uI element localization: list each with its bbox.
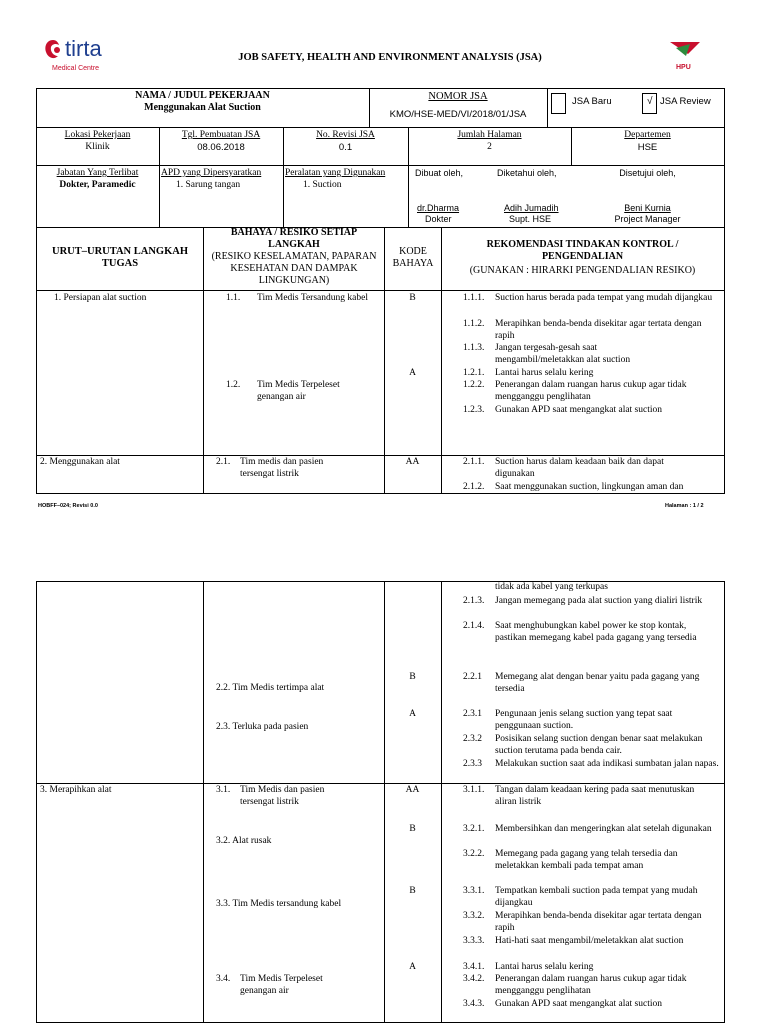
hazard-subheader: (RESIKO KESELAMATAN, PAPARAN KESEHATAN DAN DAMPAK LINGKUNGAN) bbox=[211, 251, 377, 286]
hazard-number: 1.1. bbox=[226, 293, 241, 303]
approved-by-role: Project Manager bbox=[614, 214, 681, 224]
step-3: 3. Merapihkan alat bbox=[40, 785, 112, 795]
footer-form-code: HOBFF–024; Revisi 0.0 bbox=[38, 503, 98, 509]
control-text: Gunakan APD saat mengangkat alat suction bbox=[495, 999, 663, 1009]
hazard-number: 1.2. bbox=[226, 380, 241, 390]
hazard-code: B bbox=[409, 824, 416, 834]
control-number: 3.1.1. bbox=[463, 785, 485, 795]
hazard-code: AA bbox=[405, 785, 420, 795]
pages-value: 2 bbox=[487, 142, 492, 152]
location-value: Klinik bbox=[85, 142, 110, 152]
control-number: 3.4.2. bbox=[463, 974, 485, 984]
control-number: 3.4.1. bbox=[463, 962, 485, 972]
department-value: HSE bbox=[637, 142, 658, 153]
jsa-number-label: NOMOR JSA bbox=[428, 91, 488, 102]
control-number: 1.1.2. bbox=[463, 319, 485, 329]
approved-by-label: Disetujui oleh, bbox=[619, 168, 676, 178]
hazard-code: B bbox=[409, 293, 416, 303]
control-text: Lantai harus selalu kering bbox=[495, 368, 594, 378]
hazard-text: Tim Medis Tersandung kabel bbox=[257, 293, 368, 303]
hazard-text: 2.2. Tim Medis tertimpa alat bbox=[216, 683, 325, 693]
equipment-value: 1. Suction bbox=[303, 180, 342, 190]
control-number: 1.1.3. bbox=[463, 343, 485, 353]
control-text: Membersihkan dan mengeringkan alat setelah digunakan bbox=[495, 824, 712, 834]
control-number: 1.2.3. bbox=[463, 405, 485, 415]
control-text: tidak ada kabel yang terkupas bbox=[495, 582, 608, 592]
control-number: 1.2.2. bbox=[463, 380, 485, 390]
hazard-header: BAHAYA / RESIKO SETIAP LANGKAH bbox=[230, 227, 358, 250]
hazard-text: 3.3. Tim Medis tersandung kabel bbox=[216, 899, 342, 909]
control-number: 2.1.2. bbox=[463, 482, 485, 492]
control-text: Suction harus dalam keadaan baik dan dapat digunakan bbox=[495, 457, 664, 479]
logo-text: tirta bbox=[65, 36, 102, 61]
known-by-role: Supt. HSE bbox=[509, 214, 552, 224]
pages-label: Jumlah Halaman bbox=[457, 130, 522, 140]
jsa-new-checkbox[interactable] bbox=[551, 93, 566, 114]
revision-value: 0.1 bbox=[338, 142, 353, 153]
position-value: Dokter, Paramedic bbox=[59, 180, 136, 190]
tirta-logo-mark bbox=[42, 38, 64, 64]
hazard-text: 2.3. Terluka pada pasien bbox=[216, 722, 309, 732]
revision-label: No. Revisi JSA bbox=[316, 130, 375, 140]
hpu-logo bbox=[668, 40, 708, 72]
hazard-code: B bbox=[409, 672, 416, 682]
control-text: Pengunaan jenis selang suction yang tepat saat penggunaan suction. bbox=[495, 709, 673, 731]
jsa-review-label: JSA Review bbox=[660, 96, 711, 107]
date-label: Tgl. Pembuatan JSA bbox=[181, 130, 261, 140]
control-text: Penerangan dalam ruangan harus cukup agar tidak mengganggu penglihatan bbox=[495, 380, 687, 402]
hazard-text: Tim medis dan pasien tersengat listrik bbox=[240, 457, 324, 479]
control-text: Lantai harus selalu kering bbox=[495, 962, 594, 972]
hazard-text: Tim Medis Terpeleset genangan air bbox=[240, 974, 323, 996]
control-number: 3.2.2. bbox=[463, 849, 485, 859]
control-text: Memegang alat dengan benar yaitu pada gagang yang tersedia bbox=[495, 672, 700, 694]
control-text: Merapihkan benda-benda disekitar agar tertata dengan rapih bbox=[495, 319, 702, 341]
control-number: 2.1.4. bbox=[463, 621, 485, 631]
control-number: 2.3.3 bbox=[463, 759, 482, 769]
hpu-logo-mark bbox=[668, 40, 702, 64]
control-number: 3.3.3. bbox=[463, 936, 485, 946]
control-header: REKOMENDASI TINDAKAN KONTROL / PENGENDALIAN bbox=[486, 239, 679, 262]
control-text: Saat menggunakan suction, lingkungan aman dan bbox=[495, 482, 684, 492]
control-text: Tangan dalam keadaan kering pada saat menutuskan aliran listrik bbox=[495, 785, 695, 807]
job-title-label: NAMA / JUDUL PEKERJAAN bbox=[135, 90, 270, 101]
made-by-label: Dibuat oleh, bbox=[415, 168, 464, 178]
control-number: 3.3.1. bbox=[463, 886, 485, 896]
apd-label: APD yang Dipersyaratkan bbox=[161, 168, 262, 178]
tirta-logo bbox=[42, 36, 122, 76]
control-number: 2.1.1. bbox=[463, 457, 485, 467]
hazard-code: A bbox=[409, 962, 416, 972]
control-text: Hati-hati saat mengambil/meletakkan alat suction bbox=[495, 936, 684, 946]
control-text: Gunakan APD saat mengangkat alat suction bbox=[495, 405, 663, 415]
hazard-number: 3.4. bbox=[216, 974, 231, 984]
control-text: Suction harus berada pada tempat yang mudah dijangkau bbox=[495, 293, 713, 303]
control-text: Saat menghubungkan kabel power ke stop kontak, pastikan memegang kabel pada gagang yang tersedia bbox=[495, 621, 697, 643]
made-by-name: dr.Dharma bbox=[417, 203, 460, 213]
hazard-number: 2.1. bbox=[216, 457, 231, 467]
control-text: Tempatkan kembali suction pada tempat yang mudah dijangkau bbox=[495, 886, 698, 908]
department-label: Departemen bbox=[624, 130, 671, 140]
control-text: Memegang pada gagang yang telah tersedia dan meletakkan kembali pada tempat aman bbox=[495, 849, 678, 871]
document-title: JOB SAFETY, HEALTH AND ENVIRONMENT ANALYSIS (JSA) bbox=[238, 52, 542, 63]
control-text: Melakukan suction saat ada indikasi sumbatan jalan napas. bbox=[495, 759, 719, 769]
control-number: 3.4.3. bbox=[463, 999, 485, 1009]
control-text: Posisikan selang suction dengan benar saat melakukan suction terutama pada benda cair. bbox=[495, 734, 703, 756]
control-number: 2.2.1 bbox=[463, 672, 482, 682]
control-text: Jangan memegang pada alat suction yang dialiri listrik bbox=[495, 596, 703, 606]
date-value: 08.06.2018 bbox=[197, 142, 245, 153]
location-label: Lokasi Pekerjaan bbox=[64, 130, 131, 140]
control-text: Merapihkan benda-benda disekitar agar tertata dengan rapih bbox=[495, 911, 702, 933]
hpu-logo-text: HPU bbox=[676, 64, 691, 71]
known-by-name: Adih Jumadih bbox=[504, 203, 559, 213]
job-title-value: Menggunakan Alat Suction bbox=[144, 102, 261, 113]
control-subheader: (GUNAKAN : HIRARKI PENGENDALIAN RESIKO) bbox=[469, 265, 696, 276]
made-by-role: Dokter bbox=[425, 214, 452, 224]
hazard-text: 3.2. Alat rusak bbox=[216, 836, 272, 846]
apd-value: 1. Sarung tangan bbox=[176, 180, 241, 190]
code-header: KODE BAHAYA bbox=[392, 246, 434, 269]
control-number: 1.2.1. bbox=[463, 368, 485, 378]
control-number: 1.1.1. bbox=[463, 293, 485, 303]
hazard-text: Tim Medis Terpeleset genangan air bbox=[257, 380, 340, 402]
steps-header: URUT–URUTAN LANGKAH TUGAS bbox=[51, 246, 189, 269]
known-by-label: Diketahui oleh, bbox=[497, 168, 557, 178]
control-number: 2.3.2 bbox=[463, 734, 482, 744]
jsa-review-checkmark: √ bbox=[647, 96, 653, 107]
hazard-code: A bbox=[409, 709, 416, 719]
approved-by-name: Beni Kurnia bbox=[624, 203, 671, 213]
hazard-code: AA bbox=[405, 457, 420, 467]
control-number: 2.3.1 bbox=[463, 709, 482, 719]
control-text: Penerangan dalam ruangan harus cukup agar tidak mengganggu penglihatan bbox=[495, 974, 687, 996]
control-number: 2.1.3. bbox=[463, 596, 485, 606]
equipment-label: Peralatan yang Digunakan bbox=[285, 168, 386, 178]
hazard-text: Tim Medis dan pasien tersengat listrik bbox=[240, 785, 325, 807]
position-label: Jabatan Yang Terlibat bbox=[56, 168, 139, 178]
logo-subtext: Medical Centre bbox=[52, 65, 100, 72]
step-1: 1. Persiapan alat suction bbox=[54, 293, 147, 303]
hazard-number: 3.1. bbox=[216, 785, 231, 795]
control-number: 3.2.1. bbox=[463, 824, 485, 834]
control-number: 3.3.2. bbox=[463, 911, 485, 921]
step-2: 2. Menggunakan alat bbox=[40, 457, 120, 467]
jsa-number-value: KMO/HSE-MED/VI/2018/01/JSA bbox=[389, 109, 527, 120]
hazard-code: A bbox=[409, 368, 416, 378]
control-text: Jangan tergesah-gesah saat mengambil/meletakkan alat suction bbox=[495, 343, 631, 365]
hazard-code: B bbox=[409, 886, 416, 896]
footer-page-number: Halaman : 1 / 2 bbox=[665, 503, 704, 509]
jsa-new-label: JSA Baru bbox=[572, 96, 612, 107]
